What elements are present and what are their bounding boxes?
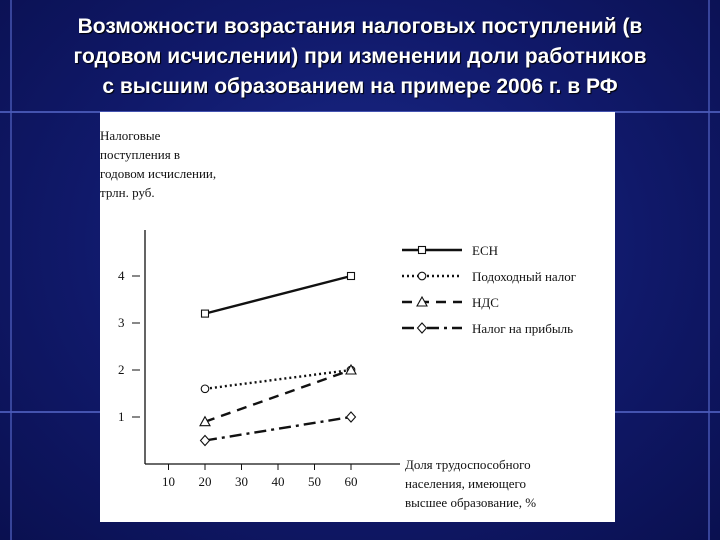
slide-title-line-3: с высшим образованием на примере 2006 г. в РФ: [102, 75, 618, 98]
x-tick-label: 50: [308, 474, 321, 489]
marker-circle: [201, 385, 209, 393]
marker-circle: [418, 272, 426, 280]
x-tick-label: 60: [344, 474, 358, 489]
y-ticks: [118, 268, 140, 424]
legend-item: [402, 321, 573, 336]
series-path: [205, 370, 351, 389]
y-label-line: Налоговые: [100, 128, 161, 143]
legend-label: НДС: [472, 295, 499, 310]
y-tick-label: 4: [118, 268, 125, 283]
marker-square: [202, 310, 209, 317]
marker-diamond: [418, 323, 427, 333]
marker-diamond: [347, 412, 356, 422]
y-label-line: годовом исчислении,: [100, 166, 217, 181]
series-line: [201, 412, 356, 446]
series-path: [205, 276, 351, 314]
series-line: [202, 273, 355, 318]
series-line: [200, 365, 356, 426]
marker-square: [348, 273, 355, 280]
legend-label: ЕСН: [472, 243, 498, 258]
y-label-line: поступления в: [100, 147, 181, 162]
x-label-line: населения, имеющего: [405, 476, 527, 491]
x-label-line: Доля трудоспособного: [405, 457, 531, 472]
marker-square: [419, 247, 426, 254]
series-path: [205, 417, 351, 441]
x-tick-label: 20: [198, 474, 212, 489]
series-line: [201, 366, 355, 392]
y-tick-label: 2: [118, 362, 125, 377]
x-tick-label: 10: [162, 474, 175, 489]
legend-item: [402, 243, 498, 258]
chart: [100, 112, 615, 522]
legend-label: Подоходный налог: [472, 269, 577, 284]
slide-title: [10, 12, 710, 102]
y-label-line: трлн. руб.: [100, 185, 155, 200]
chart-panel: [100, 112, 615, 522]
x-tick-label: 40: [271, 474, 285, 489]
legend-item: [402, 269, 576, 284]
series-group: [200, 273, 356, 446]
x-label-line: высшее образование, %: [405, 495, 537, 510]
x-tick-label: 30: [235, 474, 248, 489]
y-tick-label: 3: [118, 315, 125, 330]
legend-label: Налог на прибыль: [472, 321, 573, 336]
y-axis-label: [100, 128, 216, 200]
x-axis-label: [405, 457, 536, 510]
series-path: [205, 370, 351, 422]
slide-title-line-1: Возможности возрастания налоговых поступлений (в: [77, 15, 643, 38]
y-tick-label: 1: [118, 409, 125, 424]
marker-diamond: [201, 436, 210, 446]
x-ticks: [162, 464, 358, 489]
slide-title-line-2: годовом исчислении) при изменении доли работников: [73, 45, 647, 68]
legend: [402, 243, 576, 336]
legend-item: [402, 295, 499, 310]
